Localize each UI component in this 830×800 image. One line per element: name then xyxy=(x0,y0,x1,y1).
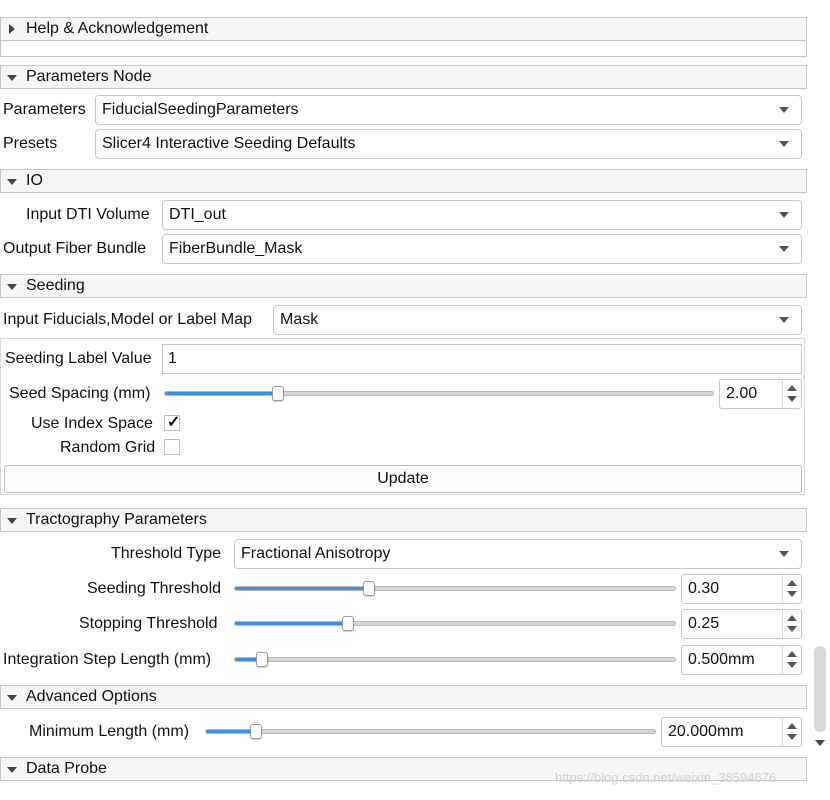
output-fiber-value: FiberBundle_Mask xyxy=(169,240,303,257)
slider-fill xyxy=(165,392,278,395)
section-advanced[interactable] xyxy=(0,685,807,709)
parameters-combo[interactable] xyxy=(95,95,802,125)
parameters-value: FiducialSeedingParameters xyxy=(102,101,299,118)
threshold-type-value: Fractional Anisotropy xyxy=(241,545,391,562)
spin-arrows[interactable] xyxy=(782,718,801,746)
min-length-spinbox[interactable] xyxy=(661,717,802,747)
update-button-label: Update xyxy=(377,470,429,487)
section-title: IO xyxy=(26,172,43,189)
min-length-value: 20.000mm xyxy=(668,723,744,740)
collapse-arrow-icon xyxy=(7,695,17,701)
expand-arrow-icon xyxy=(9,24,15,34)
section-title: Seeding xyxy=(26,277,85,294)
collapse-arrow-icon xyxy=(7,75,17,81)
min-length-slider[interactable] xyxy=(205,729,656,734)
slider-handle[interactable] xyxy=(342,616,354,631)
random-grid-label: Random Grid xyxy=(60,439,156,456)
use-index-space-checkbox[interactable] xyxy=(164,415,180,431)
seeding-input-value: Mask xyxy=(280,311,319,328)
seed-spacing-label: Seed Spacing (mm) xyxy=(9,385,151,402)
stopping-threshold-spinbox[interactable] xyxy=(681,609,802,639)
threshold-type-combo[interactable] xyxy=(234,539,802,569)
section-title: Help & Acknowledgement xyxy=(26,20,209,37)
section-parameters-node[interactable] xyxy=(0,65,807,89)
seeding-input-combo[interactable] xyxy=(273,305,802,335)
stopping-threshold-value: 0.25 xyxy=(688,615,720,632)
input-dti-combo[interactable] xyxy=(162,200,802,230)
slider-fill xyxy=(235,622,348,625)
section-title: Parameters Node xyxy=(26,68,152,85)
scrollbar-thumb[interactable] xyxy=(814,646,826,732)
parameters-label: Parameters xyxy=(3,101,86,118)
seeding-threshold-value: 0.30 xyxy=(688,580,720,597)
help-panel-strip xyxy=(0,41,807,57)
slider-fill xyxy=(206,730,256,733)
section-title: Tractography Parameters xyxy=(26,511,207,528)
threshold-type-label: Threshold Type xyxy=(111,545,221,562)
scroll-down-arrow-icon[interactable] xyxy=(815,740,825,746)
spin-down-icon[interactable] xyxy=(787,734,797,740)
collapse-arrow-icon xyxy=(7,179,17,185)
spin-up-icon[interactable] xyxy=(787,615,797,621)
spin-arrows[interactable] xyxy=(782,646,801,674)
step-length-label: Integration Step Length (mm) xyxy=(3,651,212,668)
checkmark-icon: ✓ xyxy=(167,414,181,431)
chevron-down-icon xyxy=(779,317,789,323)
section-tractography[interactable] xyxy=(0,508,807,532)
presets-value: Slicer4 Interactive Seeding Defaults xyxy=(102,135,356,152)
slider-handle[interactable] xyxy=(250,724,262,739)
step-length-spinbox[interactable] xyxy=(681,645,802,675)
slider-handle[interactable] xyxy=(272,386,284,401)
spin-arrows[interactable] xyxy=(782,575,801,603)
section-seeding[interactable] xyxy=(0,274,807,298)
seeding-input-label: Input Fiducials,Model or Label Map xyxy=(3,311,253,328)
section-title: Data Probe xyxy=(26,760,107,777)
chevron-down-icon xyxy=(779,246,789,252)
seeding-label-value-field[interactable] xyxy=(162,344,802,374)
seed-spacing-spinbox[interactable] xyxy=(719,379,802,409)
section-io[interactable] xyxy=(0,169,807,193)
update-button[interactable] xyxy=(4,465,802,493)
seed-spacing-slider[interactable] xyxy=(164,391,714,396)
vertical-scrollbar[interactable] xyxy=(810,0,830,800)
input-dti-value: DTI_out xyxy=(169,206,226,223)
spin-up-icon[interactable] xyxy=(787,723,797,729)
spin-down-icon[interactable] xyxy=(787,591,797,597)
seed-spacing-value: 2.00 xyxy=(726,385,758,402)
chevron-down-icon xyxy=(779,551,789,557)
seeding-threshold-label: Seeding Threshold xyxy=(87,580,222,597)
watermark: https://blog.csdn.net/weixin_38594676 xyxy=(555,770,777,785)
output-fiber-label: Output Fiber Bundle xyxy=(3,240,147,257)
spin-down-icon[interactable] xyxy=(787,662,797,668)
chevron-down-icon xyxy=(779,212,789,218)
spin-up-icon[interactable] xyxy=(787,580,797,586)
min-length-label: Minimum Length (mm) xyxy=(29,723,190,740)
spin-arrows[interactable] xyxy=(782,610,801,638)
section-help[interactable] xyxy=(0,17,807,41)
seeding-label-value-label: Seeding Label Value xyxy=(5,350,152,367)
seeding-label-value: 1 xyxy=(168,350,177,367)
presets-label: Presets xyxy=(3,135,58,152)
slider-handle[interactable] xyxy=(256,652,268,667)
collapse-arrow-icon xyxy=(7,767,17,773)
output-fiber-combo[interactable] xyxy=(162,234,802,264)
spin-arrows[interactable] xyxy=(782,380,801,408)
slider-fill xyxy=(235,587,369,590)
seeding-threshold-slider[interactable] xyxy=(234,586,676,591)
spin-up-icon[interactable] xyxy=(787,651,797,657)
spin-up-icon[interactable] xyxy=(787,385,797,391)
seeding-threshold-spinbox[interactable] xyxy=(681,574,802,604)
random-grid-checkbox[interactable] xyxy=(164,439,180,455)
presets-combo[interactable] xyxy=(95,129,802,159)
input-dti-label: Input DTI Volume xyxy=(26,206,150,223)
step-length-slider[interactable] xyxy=(234,657,676,662)
section-title: Advanced Options xyxy=(26,688,157,705)
spin-down-icon[interactable] xyxy=(787,396,797,402)
chevron-down-icon xyxy=(779,141,789,147)
stopping-threshold-label: Stopping Threshold xyxy=(79,615,218,632)
step-length-value: 0.500mm xyxy=(688,651,755,668)
chevron-down-icon xyxy=(779,107,789,113)
slider-handle[interactable] xyxy=(363,581,375,596)
collapse-arrow-icon xyxy=(7,284,17,290)
use-index-space-label: Use Index Space xyxy=(31,415,153,432)
spin-down-icon[interactable] xyxy=(787,626,797,632)
collapse-arrow-icon xyxy=(7,518,17,524)
stopping-threshold-slider[interactable] xyxy=(234,621,676,626)
